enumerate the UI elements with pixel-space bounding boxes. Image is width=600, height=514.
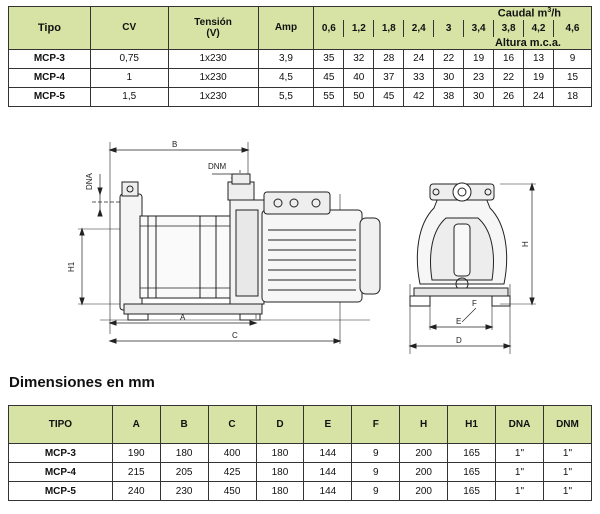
dim-cell: 180 (256, 482, 304, 501)
head-cell: 24 (524, 87, 554, 106)
dim-cell: 200 (400, 482, 448, 501)
header-caudal-suffix: /h (551, 7, 561, 20)
dim-cell: 165 (448, 463, 496, 482)
dim-cell: 190 (112, 444, 160, 463)
dim-cell: 180 (256, 444, 304, 463)
header-E: E (304, 406, 352, 444)
head-cell: 9 (554, 49, 592, 68)
flow-header: 4,6 (554, 20, 592, 37)
table-row (9, 87, 592, 106)
amp-cell: 3,9 (258, 49, 314, 68)
header-C: C (208, 406, 256, 444)
header-DNM: DNM (543, 406, 591, 444)
dim-cell: 200 (400, 463, 448, 482)
table-row (9, 444, 592, 463)
header-tension-label: Tensión (194, 16, 232, 28)
dim-cell: 230 (160, 482, 208, 501)
dim-cell: 144 (304, 444, 352, 463)
head-cell: 35 (314, 49, 344, 68)
flow-header: 3 (434, 20, 464, 37)
table-row (9, 482, 592, 501)
header-DNA: DNA (496, 406, 544, 444)
front-view (410, 183, 536, 354)
dim-cell: 165 (448, 482, 496, 501)
cv-cell: 1,5 (90, 87, 168, 106)
dim-label-H: H (521, 241, 530, 247)
dim-label-DNM: DNM (208, 162, 227, 171)
dim-cell: 9 (352, 444, 400, 463)
amp-cell: 4,5 (258, 68, 314, 87)
amp-cell: 5,5 (258, 87, 314, 106)
table-row (9, 68, 592, 87)
head-cell: 19 (464, 49, 494, 68)
head-cell: 45 (314, 68, 344, 87)
table-row (9, 49, 592, 68)
flow-header: 2,4 (404, 20, 434, 37)
dim-cell: 240 (112, 482, 160, 501)
model-cell: MCP-4 (9, 68, 91, 87)
flow-header: 3,4 (464, 20, 494, 37)
head-cell: 55 (314, 87, 344, 106)
header-amp: Amp (258, 7, 314, 50)
dim-cell: 1" (543, 463, 591, 482)
header-caudal-sup: 3 (547, 7, 552, 14)
head-cell: 50 (344, 87, 374, 106)
header-caudal-label: Caudal m (497, 7, 548, 20)
dim-cell: 1" (543, 444, 591, 463)
dim-cell: 144 (304, 463, 352, 482)
dim-cell: 180 (256, 463, 304, 482)
head-cell: 13 (524, 49, 554, 68)
flow-header: 1,8 (374, 20, 404, 37)
head-cell: 18 (554, 87, 592, 106)
dim-cell: 1" (496, 482, 544, 501)
dim-cell: 9 (352, 463, 400, 482)
dim-label-B: B (172, 140, 178, 149)
header-A: A (112, 406, 160, 444)
dim-cell: 1" (496, 463, 544, 482)
head-cell: 42 (404, 87, 434, 106)
side-view (78, 142, 380, 344)
dim-label-C: C (232, 331, 238, 340)
cv-cell: 0,75 (90, 49, 168, 68)
head-cell: 16 (494, 49, 524, 68)
dim-cell: 450 (208, 482, 256, 501)
head-cell: 26 (494, 87, 524, 106)
head-cell: 30 (434, 68, 464, 87)
head-cell: 28 (374, 49, 404, 68)
header-cv: CV (90, 7, 168, 50)
tension-cell: 1x230 (168, 49, 258, 68)
table-row (9, 463, 592, 482)
dim-label-H1: H1 (67, 261, 76, 272)
dim-cell: 180 (160, 444, 208, 463)
header-H: H (400, 406, 448, 444)
flow-header: 1,2 (344, 20, 374, 37)
head-cell: 37 (374, 68, 404, 87)
header-H1: H1 (448, 406, 496, 444)
dim-cell: 165 (448, 444, 496, 463)
head-cell: 33 (404, 68, 434, 87)
head-cell: 15 (554, 68, 592, 87)
dim-cell: 205 (160, 463, 208, 482)
pump-technical-drawing (0, 134, 600, 362)
dim-label-F: F (472, 299, 477, 308)
head-cell: 30 (464, 87, 494, 106)
dim-label-D: D (456, 336, 462, 345)
header-altura: Altura m.c.a. (314, 37, 592, 50)
performance-table (8, 6, 592, 107)
header-caudal (314, 7, 592, 20)
head-cell: 19 (524, 68, 554, 87)
dim-label-E: E (456, 317, 462, 326)
dim-cell: 1" (543, 482, 591, 501)
dimensions-table (8, 405, 592, 501)
dim-cell: 200 (400, 444, 448, 463)
dim-cell: 9 (352, 482, 400, 501)
head-cell: 32 (344, 49, 374, 68)
header-F: F (352, 406, 400, 444)
head-cell: 24 (404, 49, 434, 68)
head-cell: 40 (344, 68, 374, 87)
header-D: D (256, 406, 304, 444)
dim-cell: 1" (496, 444, 544, 463)
flow-header: 0,6 (314, 20, 344, 37)
header-tipo: Tipo (9, 7, 91, 50)
tension-cell: 1x230 (168, 68, 258, 87)
model-cell: MCP-3 (9, 444, 113, 463)
dim-cell: 425 (208, 463, 256, 482)
dim-cell: 400 (208, 444, 256, 463)
dim-cell: 215 (112, 463, 160, 482)
dim-label-A: A (180, 313, 186, 322)
cv-cell: 1 (90, 68, 168, 87)
header-tension (168, 7, 258, 50)
model-cell: MCP-5 (9, 482, 113, 501)
dim-cell: 144 (304, 482, 352, 501)
head-cell: 23 (464, 68, 494, 87)
dim-label-DNA: DNA (85, 173, 94, 190)
header-B: B (160, 406, 208, 444)
header-tension-unit: (V) (206, 27, 220, 39)
model-cell: MCP-4 (9, 463, 113, 482)
head-cell: 22 (434, 49, 464, 68)
flow-header: 4,2 (524, 20, 554, 37)
tension-cell: 1x230 (168, 87, 258, 106)
head-cell: 38 (434, 87, 464, 106)
flow-header: 3,8 (494, 20, 524, 37)
model-cell: MCP-5 (9, 87, 91, 106)
model-cell: MCP-3 (9, 49, 91, 68)
head-cell: 45 (374, 87, 404, 106)
dimensions-heading: Dimensiones en mm (9, 374, 155, 391)
header-tipo: TIPO (9, 406, 113, 444)
head-cell: 22 (494, 68, 524, 87)
